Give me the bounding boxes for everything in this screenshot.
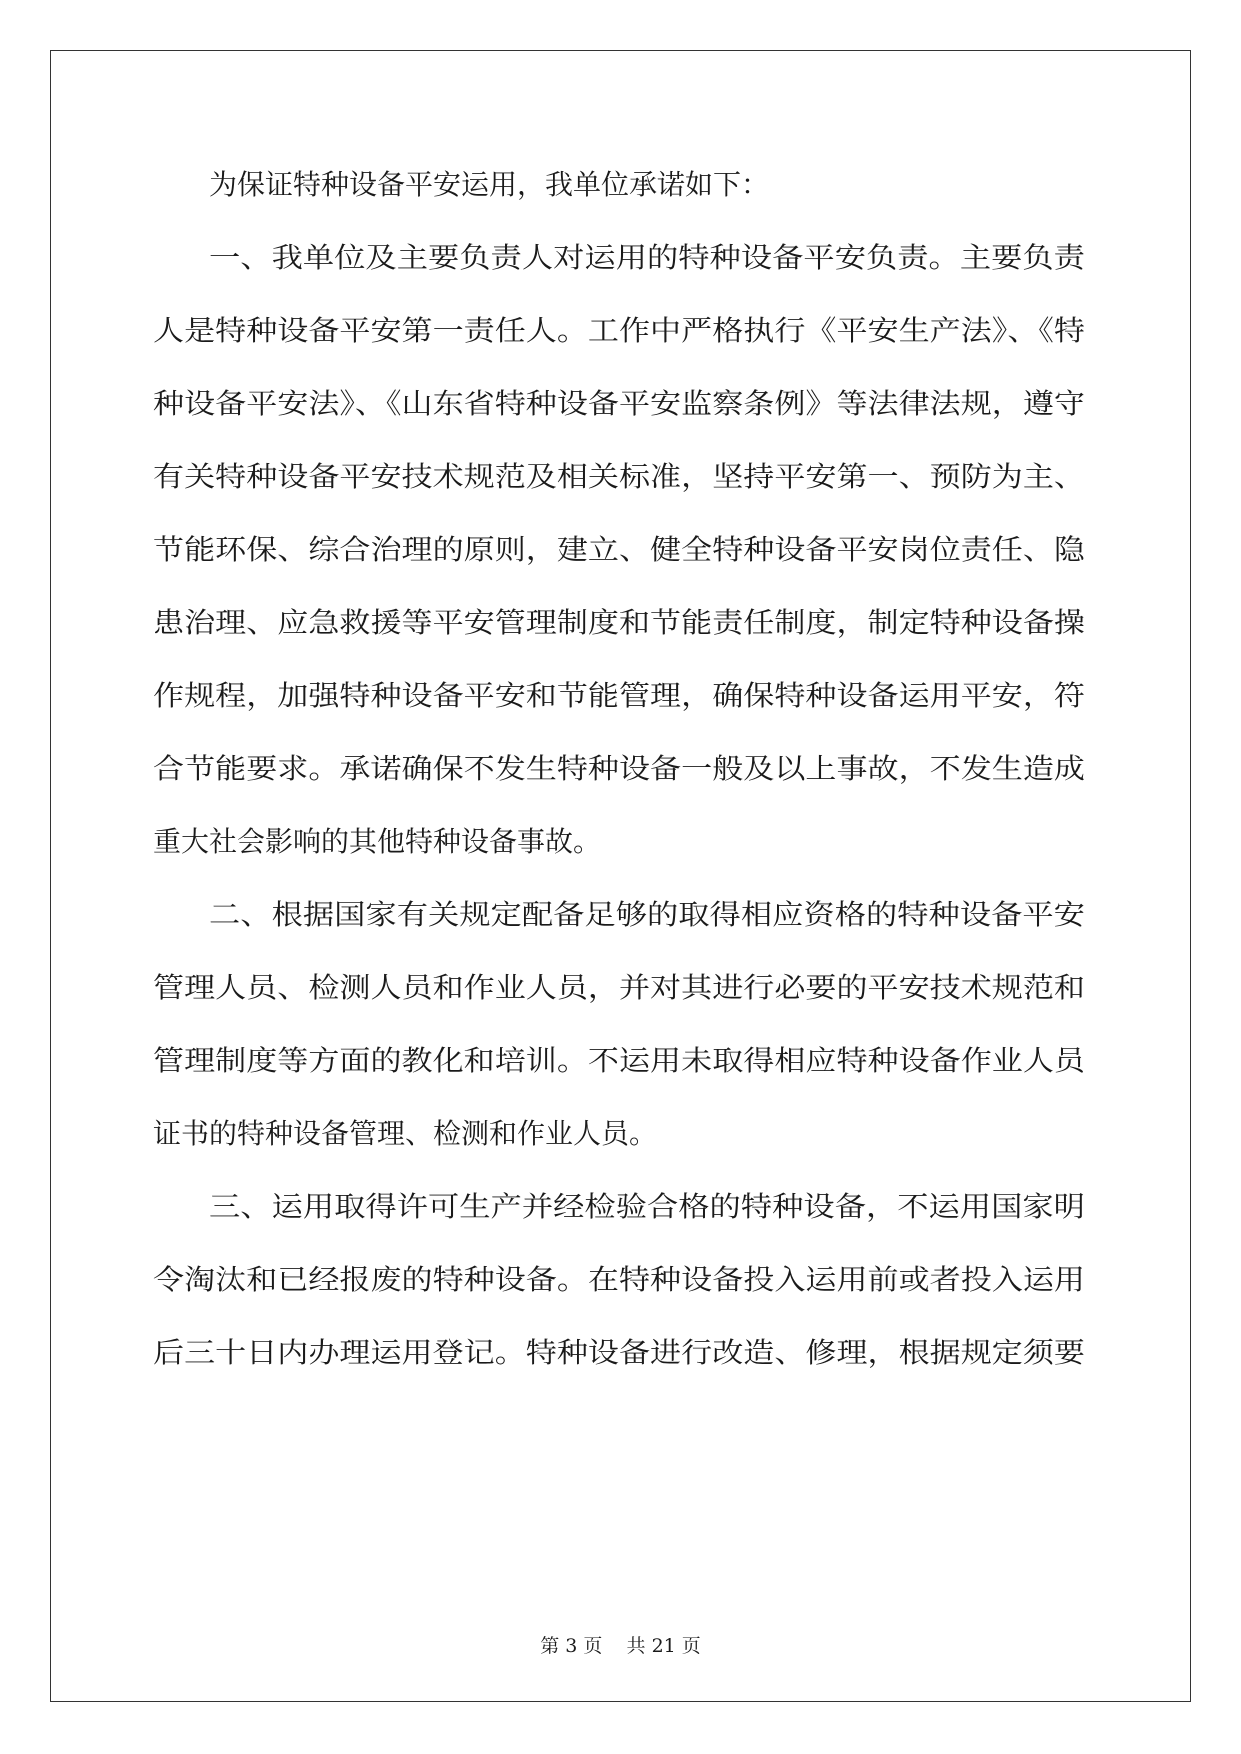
- text-line: 人是特种设备平安第一责任人。工作中严格执行《平安生产法》、《特: [153, 314, 1085, 347]
- text-line: 管理制度等方面的教化和培训。不运用未取得相应特种设备作业人员: [153, 1044, 1085, 1077]
- page-total: 共 21 页: [626, 1635, 701, 1657]
- text-line: 二、根据国家有关规定配备足够的取得相应资格的特种设备平安: [209, 898, 1085, 931]
- text-line: 节能环保、综合治理的原则，建立、健全特种设备平安岗位责任、隐: [153, 533, 1085, 566]
- text-line: 有关特种设备平安技术规范及相关标准，坚持平安第一、预防为主、: [153, 460, 1085, 493]
- text-line: 作规程，加强特种设备平安和节能管理，确保特种设备运用平安，符: [153, 679, 1085, 712]
- page-number: 第 3 页: [540, 1635, 603, 1657]
- text-line: 合节能要求。承诺确保不发生特种设备一般及以上事故，不发生造成: [153, 752, 1085, 785]
- text-line: 一、我单位及主要负责人对运用的特种设备平安负责。主要负责: [209, 241, 1085, 274]
- text-line: 证书的特种设备管理、检测和作业人员。: [153, 1117, 658, 1150]
- text-line: 令淘汰和已经报废的特种设备。在特种设备投入运用前或者投入运用: [153, 1263, 1085, 1296]
- text-line: 三、运用取得许可生产并经检验合格的特种设备，不运用国家明: [209, 1190, 1085, 1223]
- text-line: 患治理、应急救援等平安管理制度和节能责任制度，制定特种设备操: [153, 606, 1085, 639]
- text-line: 后三十日内办理运用登记。特种设备进行改造、修理，根据规定须要: [153, 1336, 1085, 1369]
- text-line: 重大社会影响的其他特种设备事故。: [153, 825, 602, 858]
- page-footer: [0, 1633, 1241, 1659]
- text-line: 管理人员、检测人员和作业人员，并对其进行必要的平安技术规范和: [153, 971, 1085, 1004]
- text-line: 为保证特种设备平安运用，我单位承诺如下：: [209, 168, 770, 201]
- page-border: [50, 50, 1191, 1702]
- text-line: 种设备平安法》、《山东省特种设备平安监察条例》等法律法规，遵守: [153, 387, 1085, 420]
